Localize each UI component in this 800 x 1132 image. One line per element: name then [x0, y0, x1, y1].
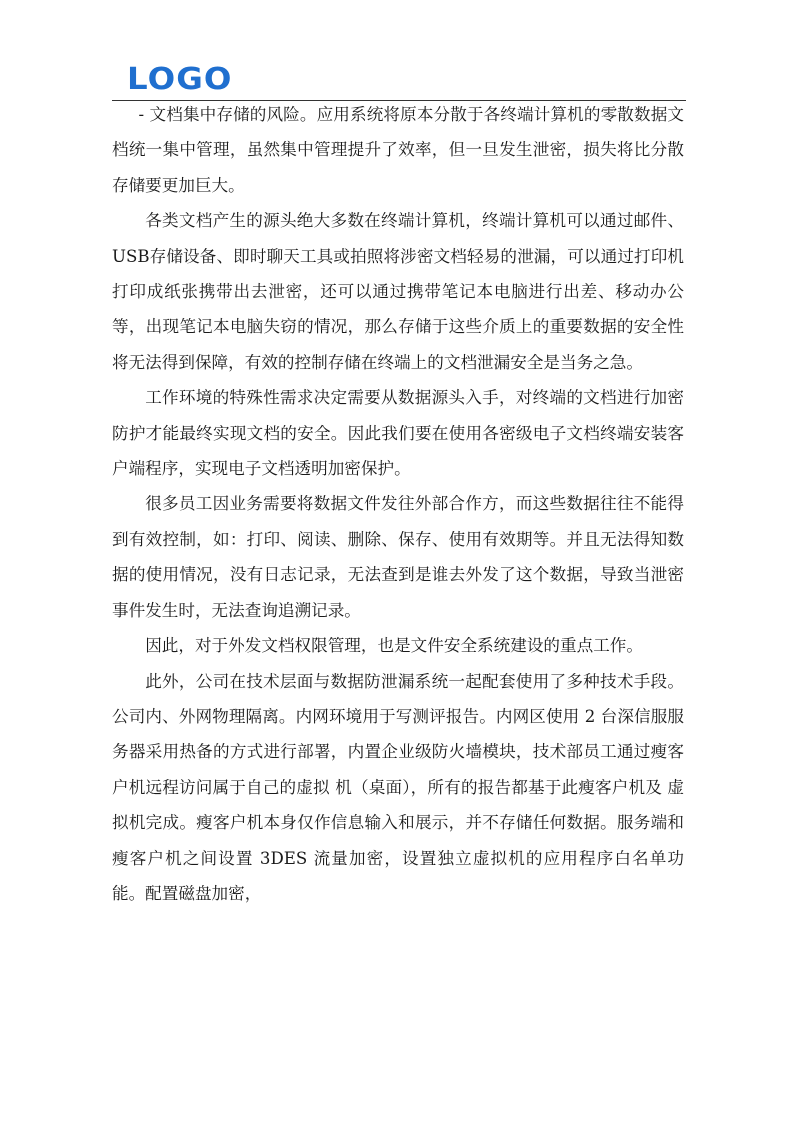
document-body — [112, 97, 684, 911]
paragraph: 因此，对于外发文档权限管理，也是文件安全系统建设的重点工作。 — [145, 636, 643, 656]
logo: LOGO — [127, 62, 233, 97]
paragraph: 各类文档产生的源头绝大多数在终端计算机，终端计算机可以通过邮件、USB存储设备、即时聊天工具或拍照将涉密文档轻易的泄漏，可以通过打印机打印成纸张携带出去泄密，还可以通过携带笔记本电脑进行出差、移动办公等，出现笔记本电脑失窃的情况，那么存储于这些介质上的重要数据的安全性将无法得到保障，有效的控制存储在终端上的文档泄漏安全是当务之急。 — [112, 211, 684, 372]
paragraph: - 文档集中存储的风险。应用系统将原本分散于各终端计算机的零散数据文档统一集中管理，虽然集中管理提升了效率，但一旦发生泄密，损失将比分散存储要更加巨大。 — [112, 105, 684, 195]
paragraph: 工作环境的特殊性需求决定需要从数据源头入手，对终端的文档进行加密防护才能最终实现文档的安全。因此我们要在使用各密级电子文档终端安装客户端程序，实现电子文档透明加密保护。 — [112, 388, 684, 479]
paragraph: 很多员工因业务需要将数据文件发往外部合作方，而这些数据往往不能得到有效控制，如：打印、阅读、删除、保存、使用有效期等。并且无法得知数据的使用情况，没有日志记录，无法查到是谁去外发了这个数据，导致当泄密事件发生时，无法查询追溯记录。 — [112, 494, 684, 620]
paragraph: 此外，公司在技术层面与数据防泄漏系统一起配套使用了多种技术手段。公司内、外网物理隔离。内网环境用于写测评报告。内网区使用 2 台深信服服务器采用热备的方式进行部署，内置企业级防火墙模块，技术部员工通过瘦客户机远程访问属于自己的虚拟 机（桌面），所有的报告都基于此瘦客户机及 虚拟机完成。瘦客户机本身仅作信息输入和展示，并不存储任何数据。服务端和瘦客户机之间设置 3DES 流量加密，设置独立虚拟机的应用程序白名单功能。配置磁盘加密， — [112, 671, 684, 903]
